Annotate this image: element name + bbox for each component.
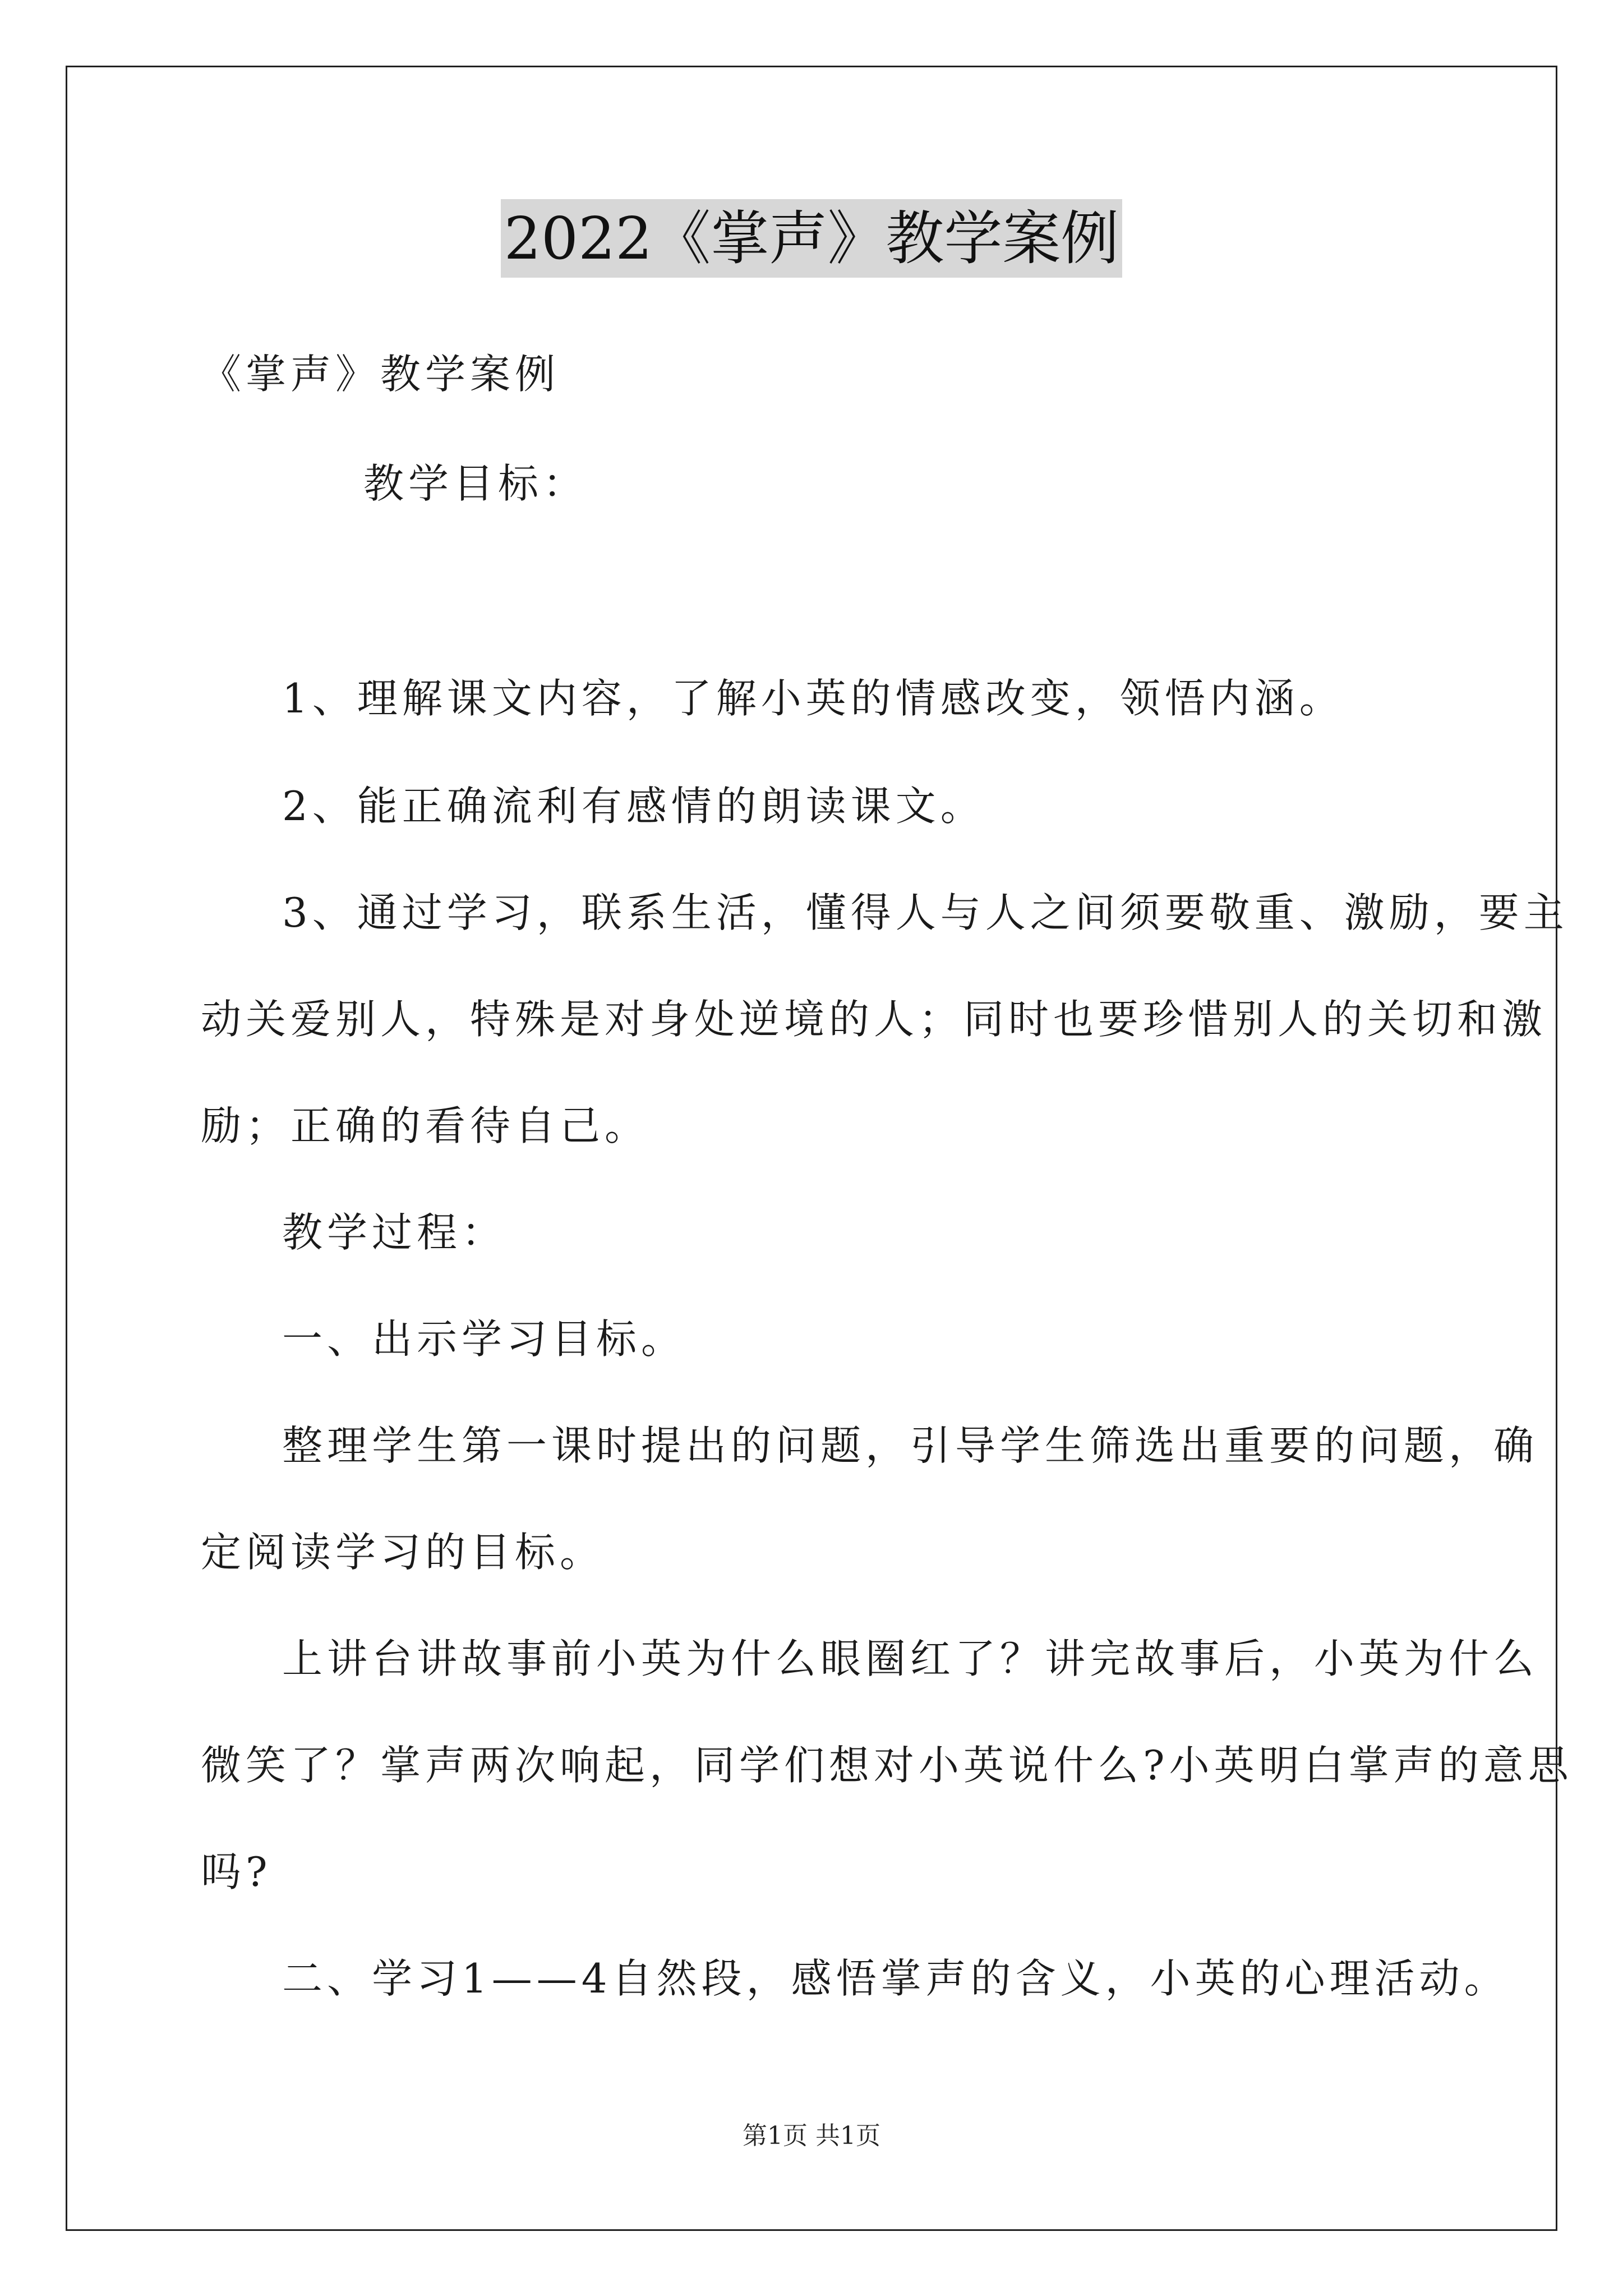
page-footer: 第1页 共1页 — [743, 2122, 880, 2150]
paragraph-objective-3-line-3: 励；正确的看待自己。 — [201, 1102, 650, 1149]
title-container — [0, 199, 1623, 278]
paragraph-process-heading: 教学过程： — [282, 1209, 507, 1256]
paragraph-questions-line-3: 吗? — [201, 1848, 272, 1895]
document-title: 2022《掌声》教学案例 — [501, 199, 1123, 278]
subtitle: 《掌声》教学案例 — [201, 351, 560, 398]
paragraph-step-1-detail-line-1: 整理学生第一课时提出的问题，引导学生筛选出重要的问题，确 — [282, 1422, 1539, 1469]
paragraph-objective-2: 2、能正确流利有感情的朗读课文。 — [282, 783, 985, 830]
paragraph-step-2: 二、学习1——4自然段，感悟掌声的含义，小英的心理活动。 — [282, 1955, 1509, 2002]
paragraph-step-1: 一、出示学习目标。 — [282, 1315, 686, 1363]
paragraph-objective-3-line-1: 3、通过学习，联系生活，懂得人与人之间须要敬重、激励，要主 — [282, 889, 1569, 936]
paragraph-objectives-heading: 教学目标： — [363, 460, 588, 507]
paragraph-objective-3-line-2: 动关爱别人，特殊是对身处逆境的人；同时也要珍惜别人的关切和激 — [201, 996, 1547, 1043]
paragraph-questions-line-2: 微笑了？掌声两次响起，同学们想对小英说什么?小英明白掌声的意思 — [201, 1742, 1573, 1789]
paragraph-questions-line-1: 上讲台讲故事前小英为什么眼圈红了？讲完故事后，小英为什么 — [282, 1635, 1539, 1682]
paragraph-objective-1: 1、理解课文内容，了解小英的情感改变，领悟内涵。 — [282, 675, 1344, 722]
paragraph-step-1-detail-line-2: 定阅读学习的目标。 — [201, 1529, 605, 1576]
